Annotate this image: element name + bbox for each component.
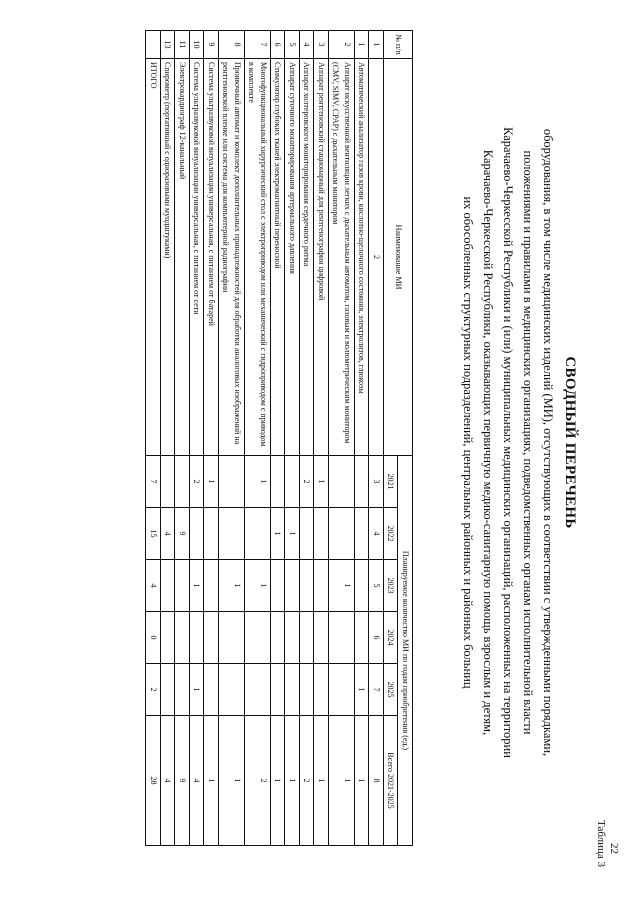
table-row — [175, 31, 190, 846]
item-name: Система ультразвуковой визуализации универсальная, с питанием от сети — [190, 59, 205, 456]
year-2024 — [204, 612, 219, 664]
index-cell: 4 — [369, 508, 384, 560]
table-body — [146, 31, 369, 846]
year-2025 — [245, 664, 271, 716]
row-num: 11 — [175, 31, 190, 59]
year-2025 — [175, 664, 190, 716]
row-num: 3 — [314, 31, 329, 59]
header-year: 2021 — [384, 456, 399, 508]
row-total: 1 — [204, 716, 219, 846]
year-2023: 1 — [219, 560, 245, 612]
item-name: Многофункциональный хирургический стол с электроприводом или механический с гидроприводом с приводом в комплекте — [245, 59, 271, 456]
table-row — [161, 31, 176, 846]
header-row — [398, 31, 413, 846]
year-2021 — [329, 456, 355, 508]
subtitle-line: положениями и правилами в медицинских организациях, подведомственных органам исполнительной власти — [521, 150, 535, 735]
row-total: 4 — [161, 716, 176, 846]
year-2024: 0 — [146, 612, 161, 664]
year-2025 — [219, 664, 245, 716]
year-2023: 1 — [190, 560, 205, 612]
year-2024 — [245, 612, 271, 664]
year-2024 — [271, 612, 286, 664]
year-2024 — [219, 612, 245, 664]
year-2025 — [161, 664, 176, 716]
index-cell: 7 — [369, 664, 384, 716]
table-row — [271, 31, 286, 846]
index-cell: 2 — [369, 59, 384, 456]
header-year: 2024 — [384, 612, 399, 664]
row-total: 28 — [146, 716, 161, 846]
item-name: Спирометр (портативный с одноразовыми мундштуками) — [161, 59, 176, 456]
index-cell: 1 — [369, 31, 384, 59]
index-cell: 6 — [369, 612, 384, 664]
subtitle-line: их обособленных структурных подразделений, центральных районных и районных больниц — [461, 196, 475, 689]
year-2023 — [314, 560, 329, 612]
year-2021: 1 — [314, 456, 329, 508]
year-2024 — [161, 612, 176, 664]
year-2023: 1 — [245, 560, 271, 612]
year-2022 — [204, 508, 219, 560]
row-total: 1 — [271, 716, 286, 846]
year-2022: 9 — [175, 508, 190, 560]
index-row — [369, 31, 384, 846]
row-num: 1 — [355, 31, 370, 59]
row-num: 5 — [285, 31, 300, 59]
index-cell: 3 — [369, 456, 384, 508]
year-2021 — [355, 456, 370, 508]
year-2022: 1 — [271, 508, 286, 560]
year-2023 — [285, 560, 300, 612]
year-2022: 4 — [161, 508, 176, 560]
item-name: Аппарат искусственной вентиляции легких с дыхательным автоматом, газовым и волюметрическим монитором (CMV, SIMV, CPAP) с дыхательным монитором — [329, 59, 355, 456]
year-2021: 7 — [146, 456, 161, 508]
year-2021 — [161, 456, 176, 508]
table-row — [219, 31, 245, 846]
year-2022: 1 — [285, 508, 300, 560]
header-total: Всего 2021-2025 — [384, 716, 399, 846]
year-2023 — [175, 560, 190, 612]
document-heading — [458, 90, 578, 795]
item-name: Проявочный автомат и комплект дополнительных принадлежностей для обработки аналоговых изображений на рентгеновской пленке или система для компьютерной радиографии — [219, 59, 245, 456]
year-2025 — [285, 664, 300, 716]
year-2022 — [300, 508, 315, 560]
header-year: 2023 — [384, 560, 399, 612]
document-title: СВОДНЫЙ ПЕРЕЧЕНЬ — [562, 356, 578, 529]
year-2023 — [161, 560, 176, 612]
year-2021 — [175, 456, 190, 508]
year-2022 — [245, 508, 271, 560]
year-2021: 2 — [300, 456, 315, 508]
item-name: Стимулятор глубоких тканей электромагнитный переносной — [271, 59, 286, 456]
row-total: 1 — [314, 716, 329, 846]
year-2023 — [300, 560, 315, 612]
page-number: 22 — [608, 843, 620, 854]
item-name: Автоматический анализатор газов крови, кислотно-щелочного состояния, электролитов, глюкозы — [355, 59, 370, 456]
year-2022 — [355, 508, 370, 560]
year-2025 — [314, 664, 329, 716]
year-2021: 2 — [190, 456, 205, 508]
header-planned: Планируемое количество МИ по годам приобретения (ед.) — [398, 456, 413, 846]
subtitle-line: оборудования, в том числе медицинских изделий (МИ), отсутствующих в соответствии с утвержденными порядками, — [541, 128, 555, 757]
year-2022 — [329, 508, 355, 560]
year-2024 — [355, 612, 370, 664]
index-cell: 8 — [369, 716, 384, 846]
row-num: 13 — [161, 31, 176, 59]
table-row — [314, 31, 329, 846]
year-2024 — [329, 612, 355, 664]
item-name: Система ультразвуковой визуализации универсальная, с питанием от батарей — [204, 59, 219, 456]
table-row — [285, 31, 300, 846]
table-row — [300, 31, 315, 846]
row-total: 1 — [355, 716, 370, 846]
row-total: 4 — [190, 716, 205, 846]
item-name: ИТОГО — [146, 59, 161, 456]
year-2022 — [314, 508, 329, 560]
row-num: 2 — [329, 31, 355, 59]
year-2025 — [204, 664, 219, 716]
year-2025 — [271, 664, 286, 716]
year-2025: 1 — [190, 664, 205, 716]
year-2025: 1 — [355, 664, 370, 716]
subtitle-line: Карачаево-Черкесской Республики, оказывающих первичную медико-санитарную помощь взрослым и детям, — [481, 149, 495, 736]
equipment-table — [146, 30, 414, 846]
year-2022 — [190, 508, 205, 560]
row-total: 1 — [285, 716, 300, 846]
row-total: 1 — [219, 716, 245, 846]
year-2025 — [300, 664, 315, 716]
row-total: 2 — [245, 716, 271, 846]
row-num — [146, 31, 161, 59]
year-2024 — [190, 612, 205, 664]
year-2023: 4 — [146, 560, 161, 612]
table-row — [355, 31, 370, 846]
index-cell: 5 — [369, 560, 384, 612]
table-row — [190, 31, 205, 846]
row-num: 4 — [300, 31, 315, 59]
header-name: Наименование МИ — [384, 59, 413, 456]
item-name: Аппарат рентгеновский стационарный для рентгенографии цифровой — [314, 59, 329, 456]
item-name: Электрокардиограф 12-канальный — [175, 59, 190, 456]
row-num: 7 — [245, 31, 271, 59]
header-year: 2022 — [384, 508, 399, 560]
year-2023 — [355, 560, 370, 612]
year-2021 — [285, 456, 300, 508]
table-row — [204, 31, 219, 846]
year-2023 — [271, 560, 286, 612]
year-2024 — [300, 612, 315, 664]
year-2023: 1 — [329, 560, 355, 612]
row-total: 9 — [175, 716, 190, 846]
subtitle-line: Карачаево-Черкесской Республики и (или) муниципальных медицинских организаций, расположенных на территории — [501, 127, 515, 758]
year-2021: 1 — [204, 456, 219, 508]
year-2025 — [329, 664, 355, 716]
header-year: 2025 — [384, 664, 399, 716]
row-num: 8 — [219, 31, 245, 59]
year-2024 — [285, 612, 300, 664]
header-num: № п/п — [384, 31, 413, 59]
year-2022 — [219, 508, 245, 560]
year-2021 — [271, 456, 286, 508]
table-row — [245, 31, 271, 846]
row-total: 2 — [300, 716, 315, 846]
year-2025: 2 — [146, 664, 161, 716]
row-num: 6 — [271, 31, 286, 59]
item-name: Аппарат суточного мониторирования артериального давления — [285, 59, 300, 456]
row-total: 1 — [329, 716, 355, 846]
row-num: 9 — [204, 31, 219, 59]
year-2022: 15 — [146, 508, 161, 560]
year-2021 — [219, 456, 245, 508]
year-2021: 1 — [245, 456, 271, 508]
year-2023 — [204, 560, 219, 612]
year-2024 — [314, 612, 329, 664]
table-row — [329, 31, 355, 846]
total-row — [146, 31, 161, 846]
table-label: Таблица 3 — [595, 820, 607, 868]
item-name: Аппарат холтеровского мониторирования сердечного ритма — [300, 59, 315, 456]
row-num: 10 — [190, 31, 205, 59]
year-2024 — [175, 612, 190, 664]
